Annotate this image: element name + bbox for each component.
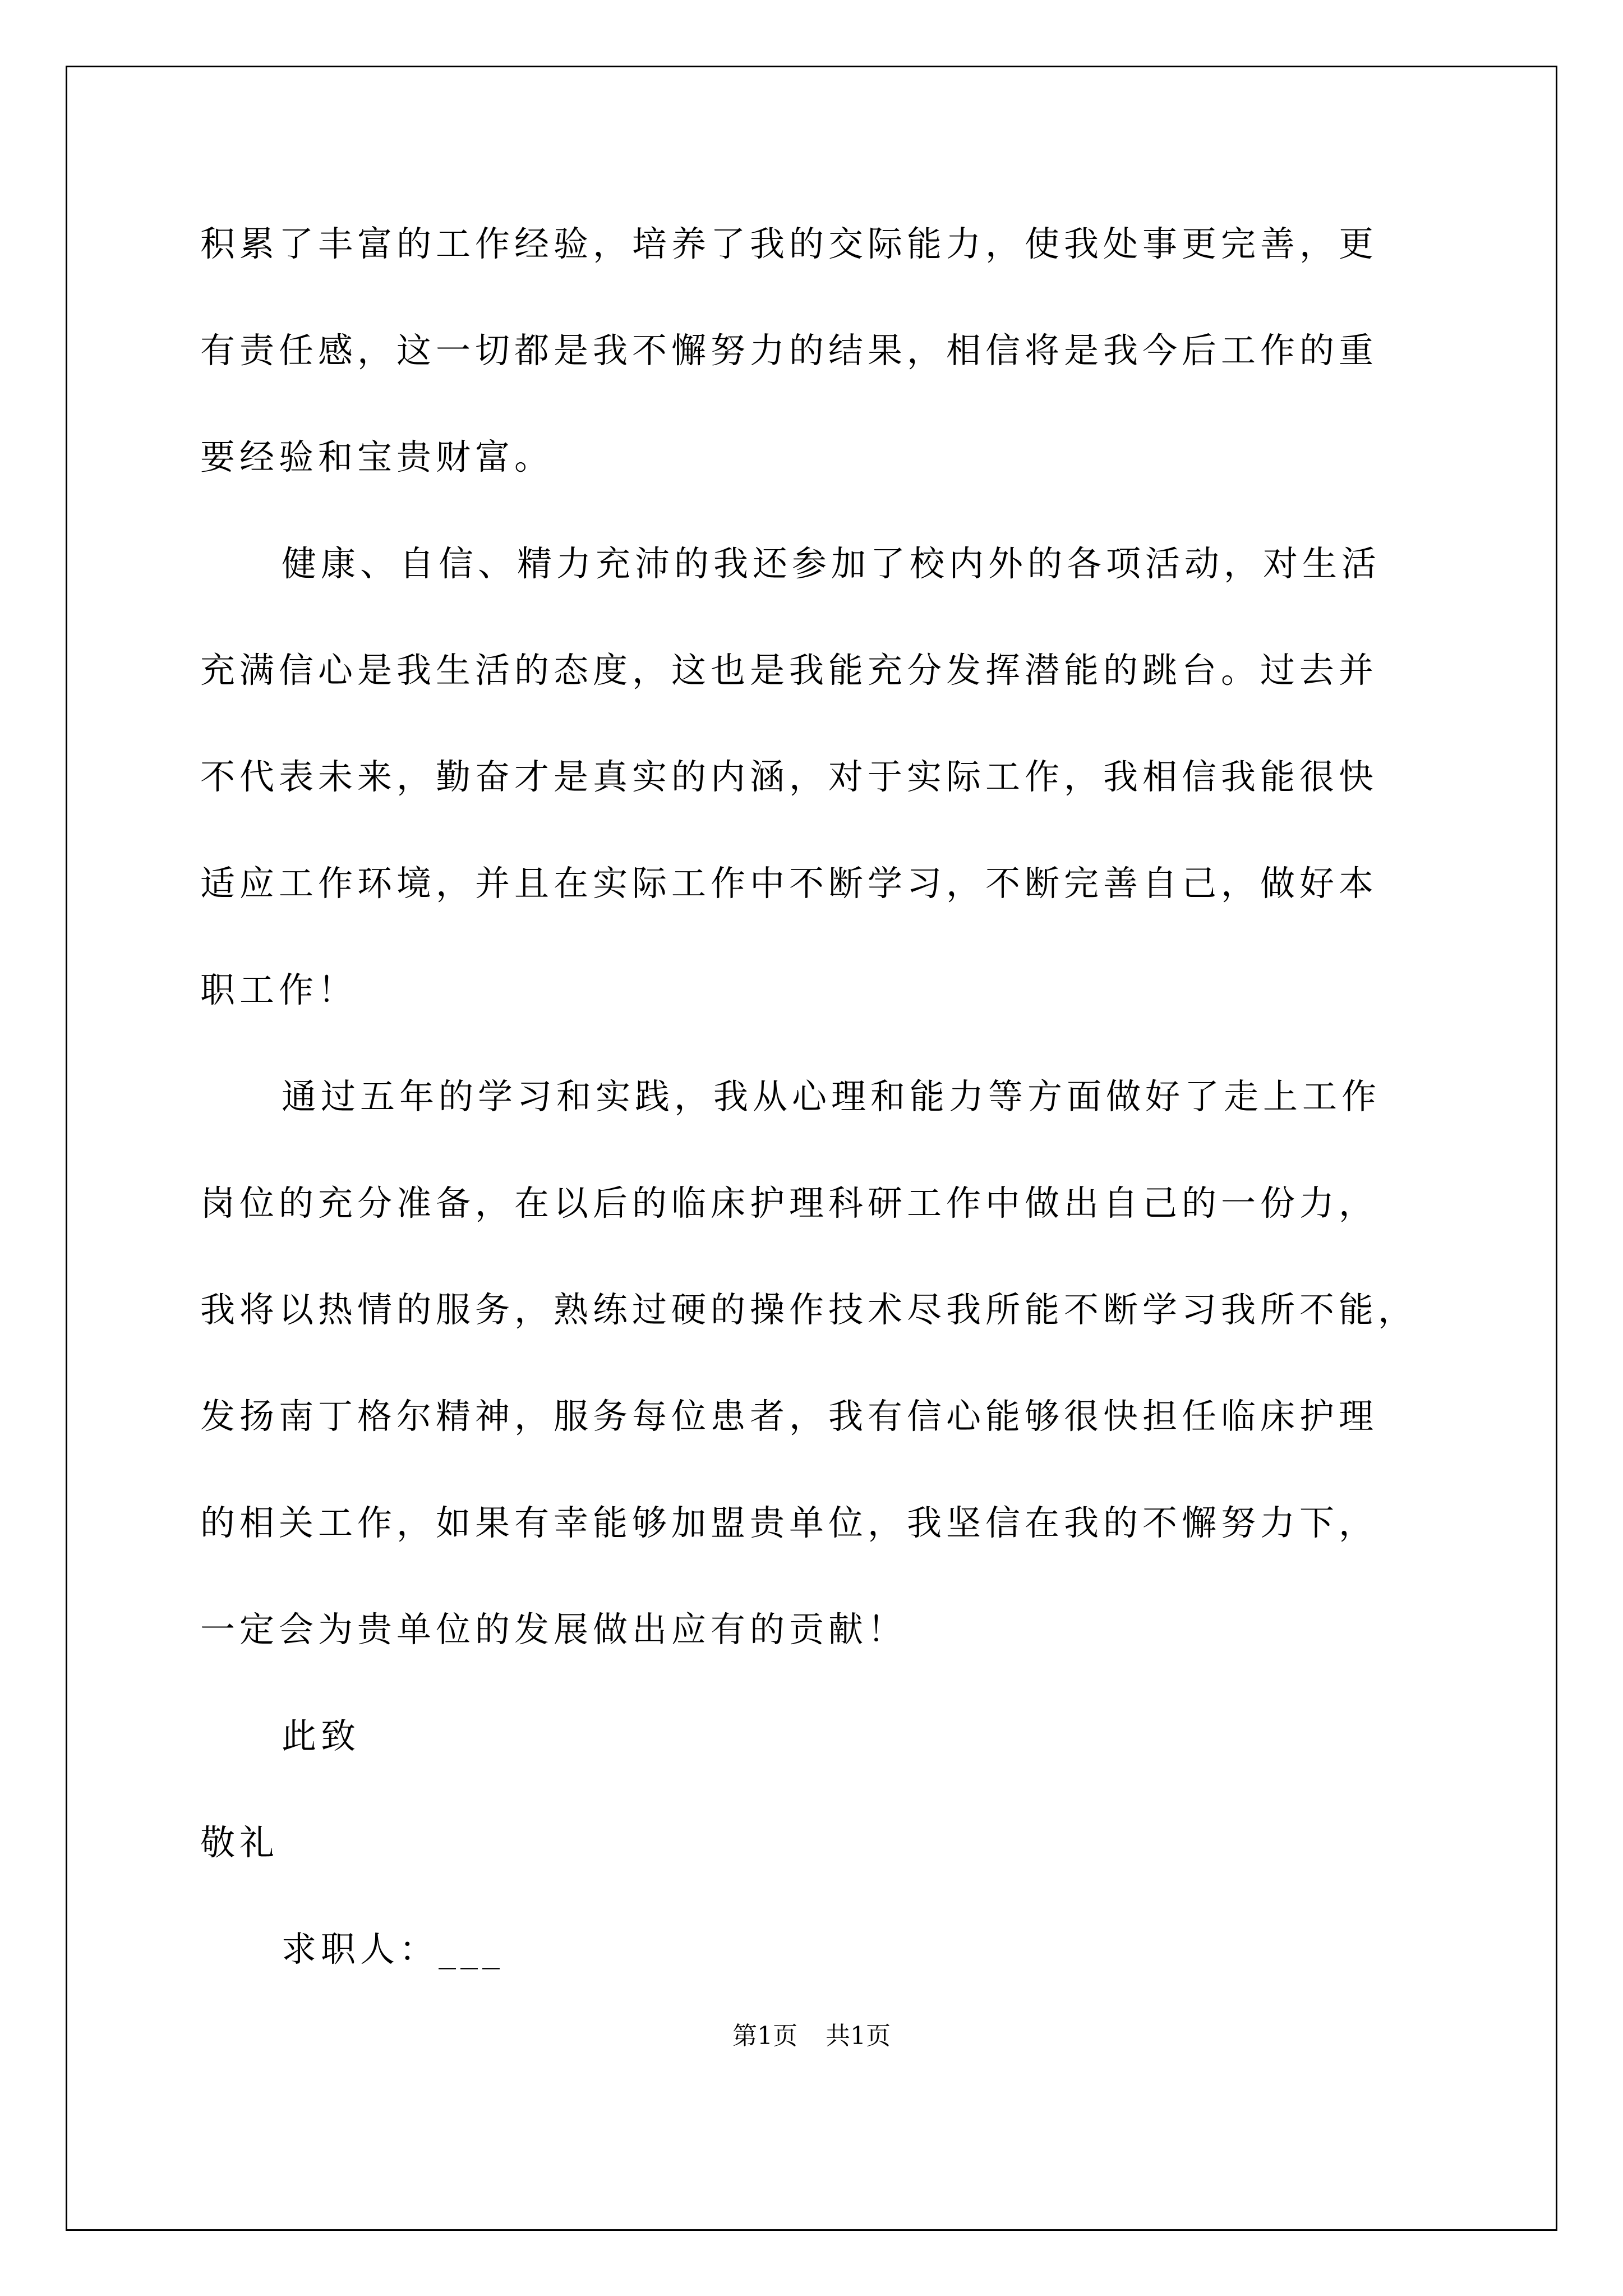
body-line: 适应工作环境，并且在实际工作中不断学习，不断完善自己，做好本 xyxy=(200,863,1378,904)
page-border xyxy=(66,66,1557,2231)
page-number: 第1页 xyxy=(732,2022,797,2050)
body-line: 要经验和宝贵财富。 xyxy=(200,436,554,477)
body-line: 我将以热情的服务，熟练过硬的操作技术尽我所能不断学习我所不能， xyxy=(200,1289,1418,1330)
closing-phrase: 此致 xyxy=(282,1715,361,1756)
page-footer xyxy=(0,2019,1623,2053)
body-line: 发扬南丁格尔精神，服务每位患者，我有信心能够很快担任临床护理 xyxy=(200,1396,1378,1437)
body-line: 充满信心是我生活的态度，这也是我能充分发挥潜能的跳台。过去并 xyxy=(200,650,1378,691)
salutation: 敬礼 xyxy=(200,1822,279,1863)
body-line: 健康、自信、精力充沛的我还参加了校内外的各项活动，对生活 xyxy=(282,543,1381,584)
body-line: 不代表未来，勤奋才是真实的内涵，对于实际工作，我相信我能很快 xyxy=(200,756,1378,797)
signature-line: 求职人：___ xyxy=(282,1929,505,1970)
body-line: 岗位的充分准备，在以后的临床护理科研工作中做出自己的一份力， xyxy=(200,1182,1378,1223)
body-line: 通过五年的学习和实践，我从心理和能力等方面做好了走上工作 xyxy=(282,1076,1381,1117)
body-line: 有责任感，这一切都是我不懈努力的结果，相信将是我今后工作的重 xyxy=(200,330,1378,371)
page-total: 共1页 xyxy=(826,2022,891,2050)
body-line: 的相关工作，如果有幸能够加盟贵单位，我坚信在我的不懈努力下， xyxy=(200,1502,1378,1543)
body-line: 积累了丰富的工作经验，培养了我的交际能力，使我处事更完善，更 xyxy=(200,223,1378,264)
body-line: 一定会为贵单位的发展做出应有的贡献！ xyxy=(200,1609,907,1650)
body-line: 职工作！ xyxy=(200,969,358,1010)
